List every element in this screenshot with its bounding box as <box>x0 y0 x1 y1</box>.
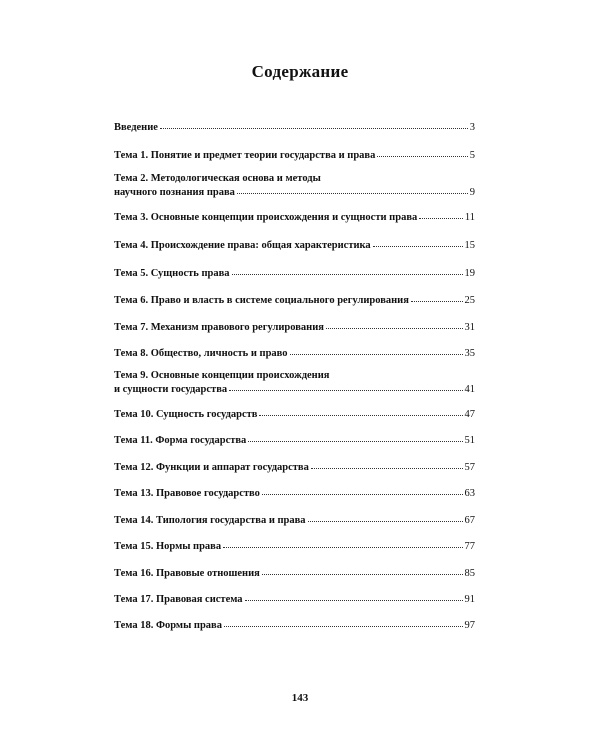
dot-leader <box>160 119 468 129</box>
toc-entry-label: Тема 4. Происхождение права: общая характеристика <box>114 240 371 251</box>
toc-entry-topic-10[interactable] <box>114 407 475 421</box>
toc-entry-topic-13[interactable] <box>114 486 475 500</box>
toc-entry-label: Тема 11. Форма государства <box>114 435 247 446</box>
toc-entry-topic-5[interactable] <box>114 266 475 280</box>
dot-leader <box>232 265 463 275</box>
page-number: 143 <box>291 692 309 704</box>
toc-entry-topic-7[interactable] <box>114 320 475 334</box>
toc-entry-label: Тема 3. Основные концепции происхождения и сущности права <box>114 212 418 223</box>
toc-entry-label: Тема 12. Функции и аппарат государства <box>114 462 309 473</box>
dot-leader <box>311 459 463 469</box>
dot-leader <box>248 432 462 442</box>
toc-entry-label: Тема 16. Правовые отношения <box>114 568 260 579</box>
toc-entry-label: Введение <box>114 122 158 133</box>
toc-entry-topic-4[interactable] <box>114 238 475 252</box>
toc-entry-page: 67 <box>464 515 475 526</box>
toc-entry-page: 41 <box>464 384 475 395</box>
toc-entry-topic-9[interactable] <box>114 369 475 396</box>
toc-entry-page: 57 <box>464 462 475 473</box>
dot-leader <box>308 512 463 522</box>
toc-entry-label-line1: Тема 9. Основные концепции происхождения <box>114 370 330 381</box>
toc-entry-page: 25 <box>464 295 475 306</box>
toc-entry-introduction[interactable] <box>114 120 475 134</box>
toc-entry-label: Тема 14. Типология государства и права <box>114 515 306 526</box>
toc-entry-label: Тема 8. Общество, личность и право <box>114 348 288 359</box>
toc-entry-label: Тема 5. Сущность права <box>114 268 230 279</box>
dot-leader <box>419 209 463 219</box>
toc-entry-page: 9 <box>469 187 475 198</box>
toc-entry-topic-12[interactable] <box>114 460 475 474</box>
toc-entry-page: 35 <box>464 348 475 359</box>
toc-entry-label: Тема 15. Нормы права <box>114 541 222 552</box>
toc-entry-label: и сущности государства <box>114 384 228 395</box>
toc-entry-label: Тема 7. Механизм правового регулирования <box>114 322 324 333</box>
toc-entry-topic-6[interactable] <box>114 293 475 307</box>
toc-entry-topic-14[interactable] <box>114 513 475 527</box>
toc-entry-page: 31 <box>464 322 475 333</box>
toc-entry-page: 85 <box>464 568 475 579</box>
dot-leader <box>237 184 468 194</box>
dot-leader <box>411 292 463 302</box>
toc-entry-topic-15[interactable] <box>114 539 475 553</box>
toc-entry-topic-16[interactable] <box>114 566 475 580</box>
toc-entry-page: 19 <box>464 268 475 279</box>
dot-leader <box>326 319 463 329</box>
dot-leader <box>262 485 463 495</box>
toc-entry-page: 91 <box>464 594 475 605</box>
dot-leader <box>259 406 462 416</box>
toc-entry-label: научного познания права <box>114 187 235 198</box>
toc-entry-label: Тема 10. Сущность государств <box>114 409 258 420</box>
dot-leader <box>224 617 463 627</box>
toc-entry-page: 11 <box>464 212 475 223</box>
dot-leader <box>262 565 463 575</box>
toc-entry-page: 63 <box>464 488 475 499</box>
dot-leader <box>377 147 467 157</box>
dot-leader <box>245 591 463 601</box>
toc-entry-topic-11[interactable] <box>114 433 475 447</box>
toc-entry-topic-17[interactable] <box>114 592 475 606</box>
dot-leader <box>373 237 463 247</box>
toc-entry-page: 47 <box>464 409 475 420</box>
toc-entry-page: 77 <box>464 541 475 552</box>
toc-entry-topic-3[interactable] <box>114 210 475 224</box>
toc-entry-label: Тема 18. Формы права <box>114 620 222 631</box>
dot-leader <box>229 381 462 391</box>
page-title: Содержание <box>251 62 349 81</box>
toc-entry-page: 15 <box>464 240 475 251</box>
dot-leader <box>223 538 462 548</box>
toc-entry-label: Тема 6. Право и власть в системе социального регулирования <box>114 295 409 306</box>
toc-entry-topic-18[interactable] <box>114 618 475 632</box>
toc-entry-label-line1: Тема 2. Методологическая основа и методы <box>114 173 321 184</box>
toc-entry-label: Тема 1. Понятие и предмет теории государства и права <box>114 150 376 161</box>
toc-entry-topic-1[interactable] <box>114 148 475 162</box>
toc-entry-page: 51 <box>464 435 475 446</box>
toc-entry-page: 5 <box>469 150 475 161</box>
toc-entry-page: 97 <box>464 620 475 631</box>
toc-entry-page: 3 <box>469 122 475 133</box>
dot-leader <box>290 345 463 355</box>
toc-entry-topic-2[interactable] <box>114 172 475 199</box>
toc-entry-label: Тема 17. Правовая система <box>114 594 243 605</box>
toc-entry-label: Тема 13. Правовое государство <box>114 488 260 499</box>
toc-entry-topic-8[interactable] <box>114 346 475 360</box>
